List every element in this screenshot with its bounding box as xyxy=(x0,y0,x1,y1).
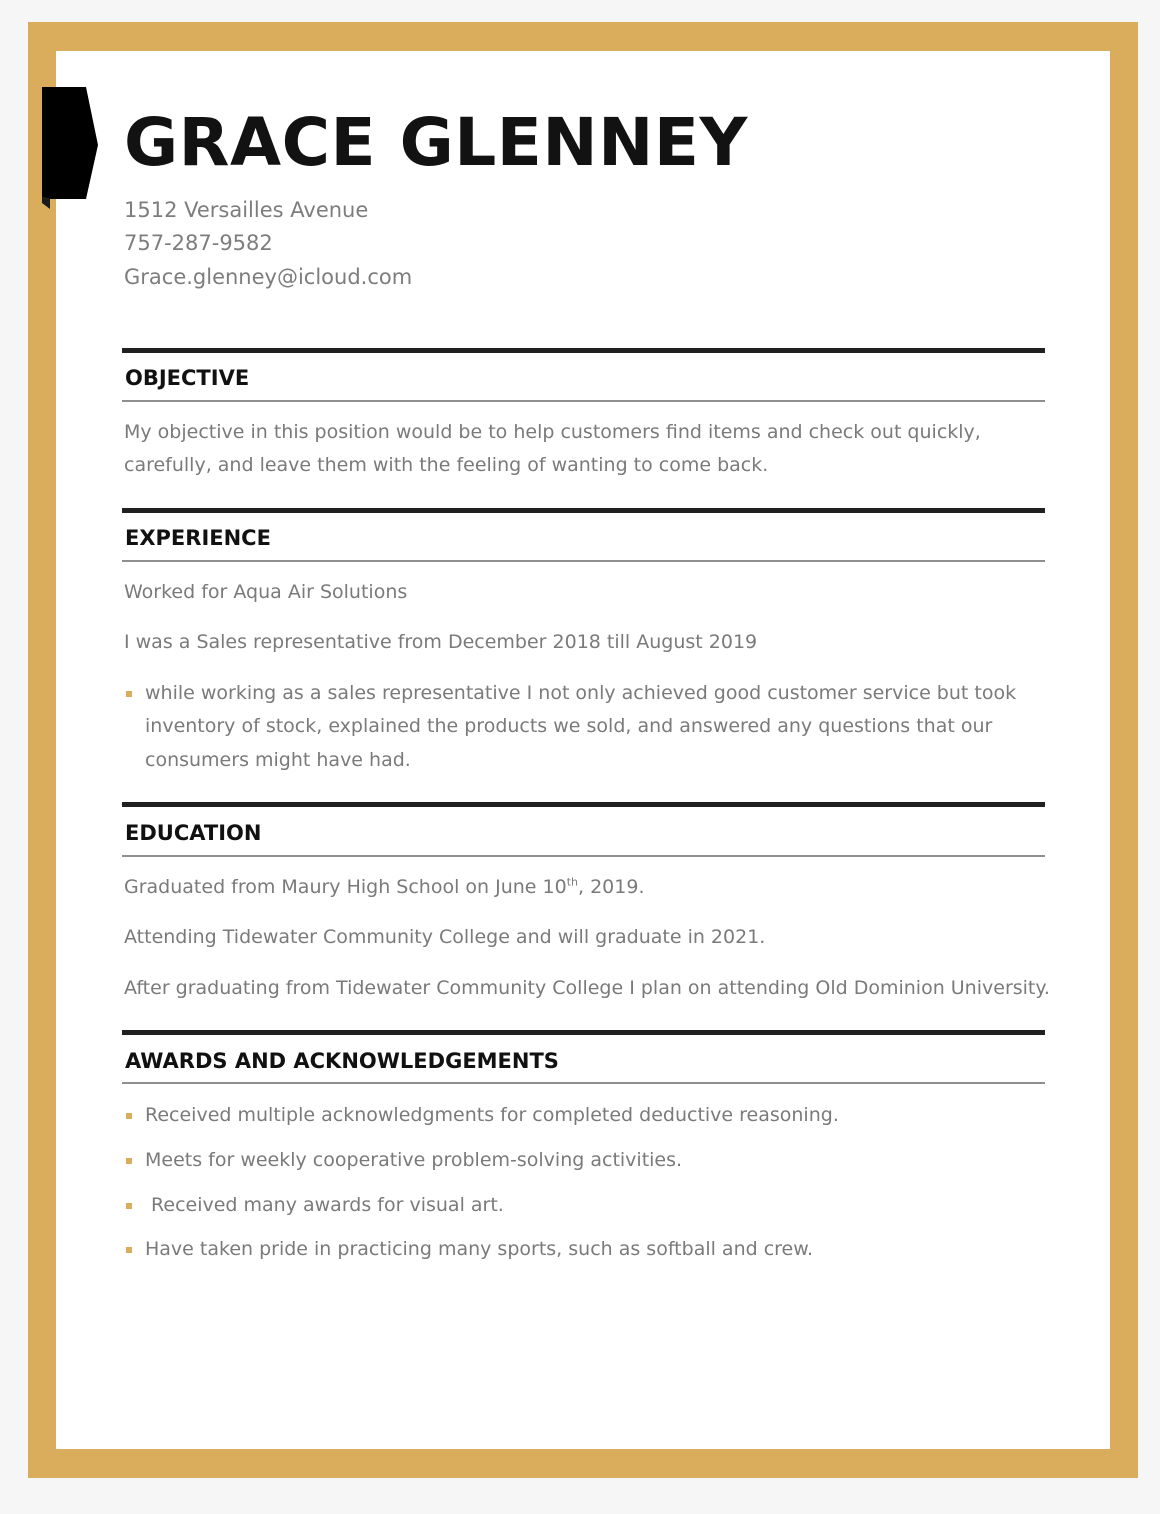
section-rule-thin xyxy=(122,855,1045,857)
section-heading-education: EDUCATION xyxy=(125,821,262,845)
award-item-text: Received many awards for visual art. xyxy=(145,1194,504,1216)
bullet-square-icon xyxy=(126,1203,132,1209)
bullet-square-icon xyxy=(126,1247,132,1253)
award-item-text: Meets for weekly cooperative problem-solving activities. xyxy=(145,1149,683,1171)
education-line-text: , 2019. xyxy=(578,876,645,898)
bullet-square-icon xyxy=(126,691,132,697)
section-rule-thick xyxy=(122,1030,1045,1035)
section-heading-objective: OBJECTIVE xyxy=(125,366,250,390)
objective-line: My objective in this position would be to help customers find items and check out quickly, xyxy=(124,421,981,443)
experience-bullet-line: while working as a sales representative I not only achieved good customer service but took xyxy=(145,682,1017,704)
header-tab-marker xyxy=(42,87,98,209)
bullet-square-icon xyxy=(126,1113,132,1119)
award-item-text: Have taken pride in practicing many sports, such as softball and crew. xyxy=(145,1238,814,1260)
contact-email: Grace.glenney@icloud.com xyxy=(124,265,413,289)
education-line-text: Graduated from Maury High School on June 10 xyxy=(124,876,567,898)
objective-line: carefully, and leave them with the feeling of wanting to come back. xyxy=(124,454,769,476)
section-rule-thick xyxy=(122,802,1045,807)
experience-employer: Worked for Aqua Air Solutions xyxy=(124,581,408,603)
experience-bullet-line: inventory of stock, explained the products we sold, and answered any questions that our xyxy=(145,715,993,737)
contact-address: 1512 Versailles Avenue xyxy=(124,198,369,222)
experience-role: I was a Sales representative from December 2018 till August 2019 xyxy=(124,631,758,653)
section-heading-awards: AWARDS AND ACKNOWLEDGEMENTS xyxy=(125,1049,559,1073)
education-line-superscript: th xyxy=(566,875,579,889)
section-rule-thin xyxy=(122,400,1045,402)
award-item-text: Received multiple acknowledgments for completed deductive reasoning. xyxy=(145,1104,839,1126)
education-line: After graduating from Tidewater Community College I plan on attending Old Dominion University. xyxy=(124,977,1050,999)
contact-phone: 757-287-9582 xyxy=(124,231,273,255)
section-rule-thin xyxy=(122,560,1045,562)
experience-bullet-line: consumers might have had. xyxy=(145,749,411,771)
section-rule-thick xyxy=(122,508,1045,513)
education-line: Attending Tidewater Community College and will graduate in 2021. xyxy=(124,926,766,948)
section-rule-thin xyxy=(122,1082,1045,1084)
section-heading-experience: EXPERIENCE xyxy=(125,526,271,550)
bullet-square-icon xyxy=(126,1158,132,1164)
section-rule-thick xyxy=(122,348,1045,353)
resume-name: GRACE GLENNEY xyxy=(124,104,748,181)
education-line xyxy=(124,871,645,904)
